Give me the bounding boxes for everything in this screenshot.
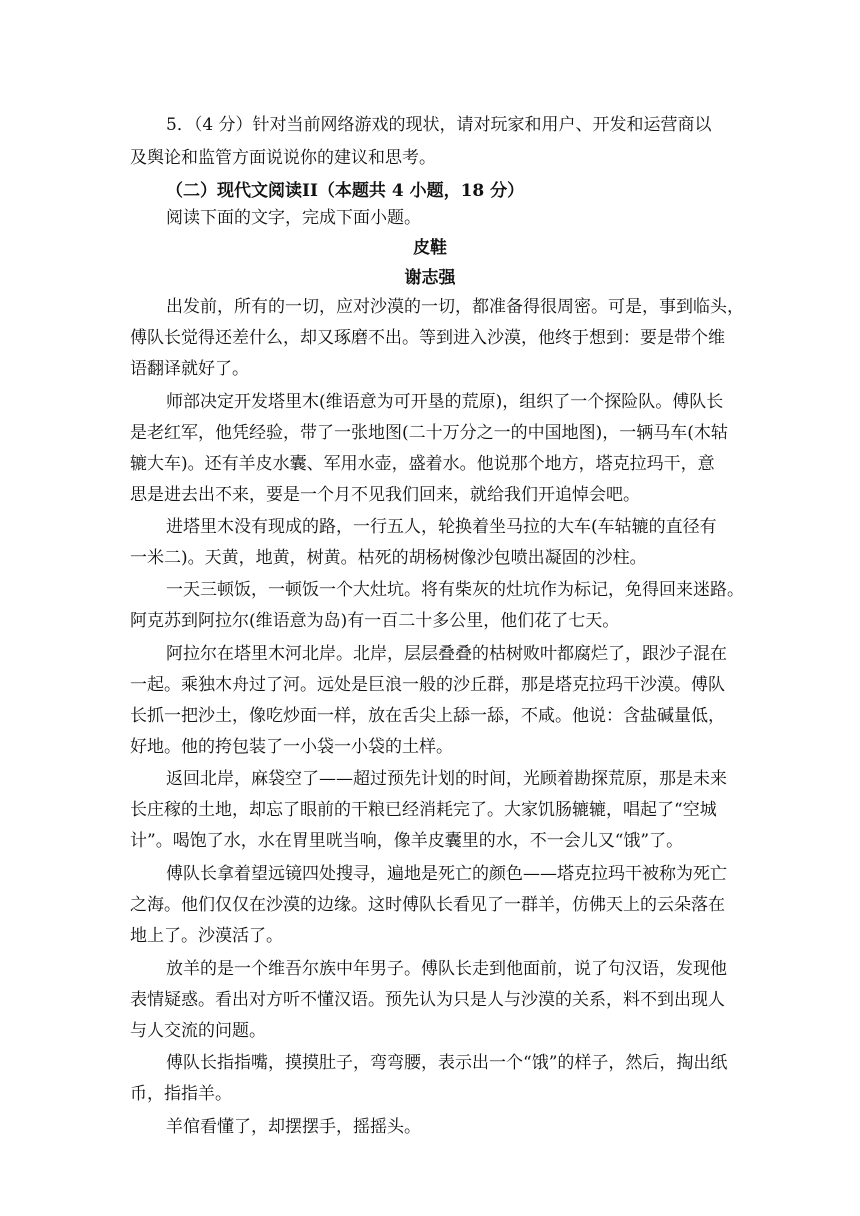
article-line: 是老红军，他凭经验，带了一张地图(二十万分之一的中国地图)，一辆马车(木轱	[130, 423, 728, 443]
article-line: 地上了。沙漠活了。	[130, 926, 283, 946]
instruction-text: 阅读下面的文字，完成下面小题。	[166, 208, 421, 228]
article-line: 傅队长觉得还差什么，却又琢磨不出。等到进入沙漠，他终于想到：要是带个维	[130, 328, 725, 348]
article-line: 长抓一把沙土，像吃炒面一样，放在舌尖上舔一舔，不咸。他说：含盐碱量低，	[130, 706, 725, 726]
article-line: 表情疑惑。看出对方听不懂汉语。预先认为只是人与沙漠的关系，料不到出现人	[130, 990, 725, 1010]
article-line: 一天三顿饭，一顿饭一个大灶坑。将有柴灰的灶坑作为标记，免得回来迷路。	[166, 580, 744, 600]
question-5-line-1: 5．（4 分）针对当前网络游戏的现状，请对玩家和用户、开发和运营商以	[166, 115, 712, 135]
article-line: 与人交流的问题。	[130, 1021, 266, 1041]
article-line: 之海。他们仅仅在沙漠的边缘。这时傅队长看见了一群羊，仿佛天上的云朵落在	[130, 895, 725, 915]
article-line: 一起。乘独木舟过了河。远处是巨浪一般的沙丘群，那是塔克拉玛干沙漠。傅队	[130, 675, 725, 695]
article-line: 师部决定开发塔里木(维语意为可开垦的荒原)，组织了一个探险队。傅队长	[166, 392, 724, 412]
article-author: 谢志强	[404, 268, 456, 288]
article-line: 阿克苏到阿拉尔(维语意为岛)有一百二十多公里，他们花了七天。	[130, 611, 620, 631]
article-line: 进塔里木没有现成的路，一行五人，轮换着坐马拉的大车(车轱辘的直径有	[166, 517, 717, 537]
section-heading: （二）现代文阅读II（本题共 4 小题，18 分）	[166, 181, 525, 201]
article-line: 返回北岸，麻袋空了——超过预先计划的时间，光顾着勘探荒原，那是未来	[166, 769, 727, 789]
article-title: 皮鞋	[413, 238, 447, 258]
article-line: 币，指指羊。	[130, 1084, 232, 1104]
article-line: 阿拉尔在塔里木河北岸。北岸，层层叠叠的枯树败叶都腐烂了，跟沙子混在	[166, 644, 727, 664]
article-line: 语翻译就好了。	[130, 359, 249, 379]
article-line: 好地。他的挎包装了一小袋一小袋的土样。	[130, 737, 453, 757]
article-line: 羊倌看懂了，却摆摆手，摇摇头。	[166, 1117, 421, 1137]
article-line: 傅队长指指嘴，摸摸肚子，弯弯腰，表示出一个“饿”的样子，然后，掏出纸	[166, 1053, 728, 1073]
article-line: 傅队长拿着望远镜四处搜寻，遍地是死亡的颜色——塔克拉玛干被称为死亡	[166, 864, 727, 884]
article-line: 思是进去出不来，要是一个月不见我们回来，就给我们开追悼会吧。	[130, 485, 640, 505]
question-5-line-2: 及舆论和监管方面说说你的建议和思考。	[130, 148, 436, 168]
article-line: 出发前，所有的一切，应对沙漠的一切，都准备得很周密。可是，事到临头，	[166, 297, 744, 317]
article-line: 计”。喝饱了水，水在胃里咣当响，像羊皮囊里的水，不一会儿又“饿”了。	[130, 831, 684, 851]
article-line: 辘大车)。还有羊皮水囊、军用水壶，盛着水。他说那个地方，塔克拉玛干，意	[130, 454, 715, 474]
article-line: 放羊的是一个维吾尔族中年男子。傅队长走到他面前，说了句汉语，发现他	[166, 959, 727, 979]
article-line: 长庄稼的土地，却忘了眼前的干粮已经消耗完了。大家饥肠辘辘，唱起了“空城	[130, 800, 717, 820]
article-line: 一米二)。天黄，地黄，树黄。枯死的胡杨树像沙包喷出凝固的沙柱。	[130, 548, 647, 568]
